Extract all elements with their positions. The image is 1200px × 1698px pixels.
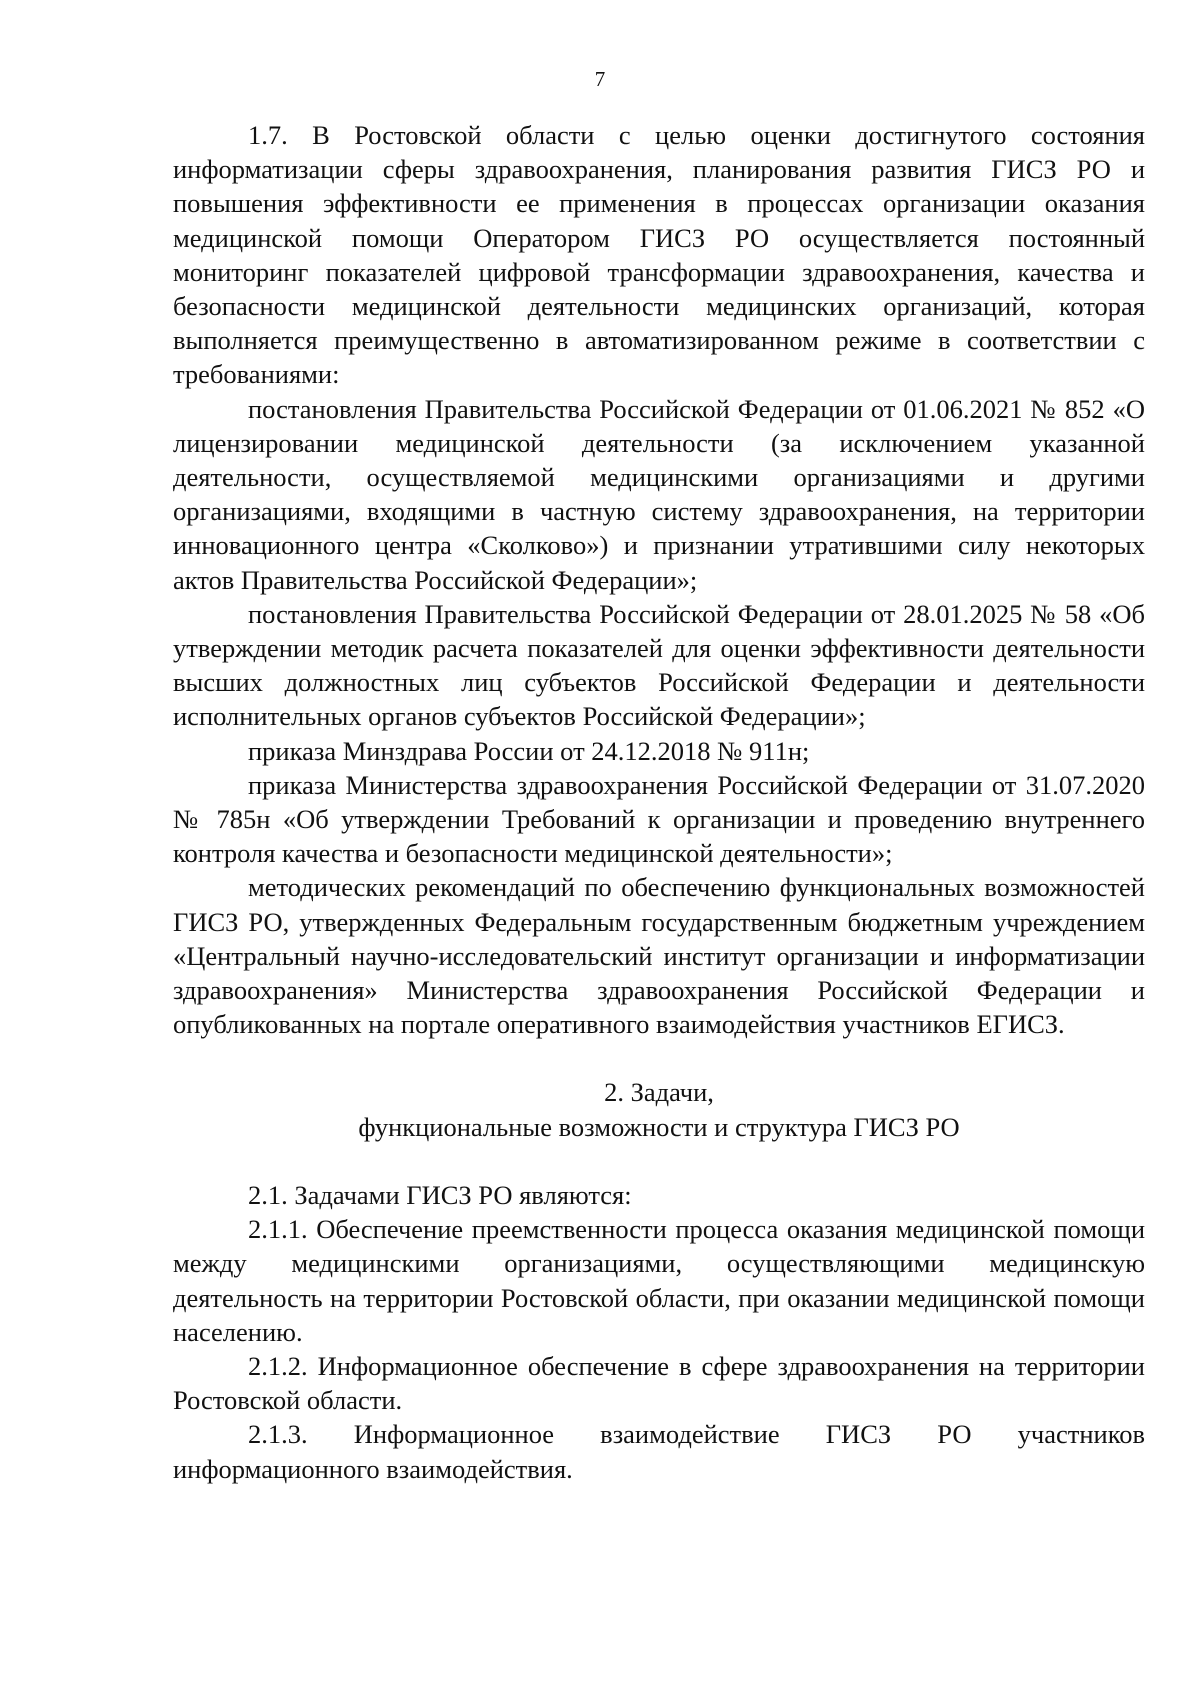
requirement-item: постановления Правительства Российской Федерации от 28.01.2025 № 58 «Об утверждении методик расчета показателей для оценки эффективности деятельности высших должностных лиц субъектов Российской Федерации и деятельности исполнительных органов субъектов Российской Федерации»;	[173, 598, 1145, 732]
section-spacer	[173, 1041, 1145, 1075]
task-item: 2.1.3. Информационное взаимодействие ГИСЗ РО участников информационного взаимодействия.	[173, 1419, 1145, 1484]
requirement-item: приказа Министерства здравоохранения Российской Федерации от 31.07.2020 № 785н «Об утверждении Требований к организации и проведению внутреннего контроля качества и безопасности медицинской деятельности»;	[173, 769, 1145, 869]
requirement-item: постановления Правительства Российской Федерации от 01.06.2021 № 852 «О лицензировании медицинской деятельности (за исключением указанной деятельности, осуществляемой медицинскими организациями и другими организациями, входящими в частную систему здравоохранения, на территории инновационного центра «Сколково») и признании утратившими силу некоторых актов Правительства Российской Федерации»;	[173, 393, 1145, 595]
paragraph-2-1-intro: 2.1. Задачами ГИСЗ РО являются:	[248, 1179, 632, 1210]
section-2-heading-title: функциональные возможности и структура ГИСЗ РО	[358, 1111, 960, 1142]
paragraph-1-7-intro: 1.7. В Ростовской области с целью оценки достигнутого состояния информатизации сферы здравоохранения, планирования развития ГИСЗ РО и повышения эффективности ее применения в процессах организации оказания медицинской помощи Оператором ГИСЗ РО осуществляется постоянный мониторинг показателей цифровой трансформации здравоохранения, качества и безопасности медицинской деятельности медицинских организаций, которая выполняется преимущественно в автоматизированном режиме в соответствии с требованиями:	[173, 120, 1145, 390]
section-spacer	[173, 1144, 1145, 1178]
section-2-heading-number: 2. Задачи,	[604, 1077, 714, 1108]
document-body	[173, 118, 1145, 1486]
requirement-item: приказа Минздрава России от 24.12.2018 № 911н;	[248, 735, 810, 766]
requirement-item: методических рекомендаций по обеспечению функциональных возможностей ГИСЗ РО, утвержденных Федеральным государственным бюджетным учреждением «Центральный научно-исследовательский институт организации и информатизации здравоохранения» Министерства здравоохранения Российской Федерации и опубликованных на портале оперативного взаимодействия участников ЕГИСЗ.	[173, 872, 1145, 1040]
page-number: 7	[594, 67, 606, 91]
section-2-heading	[173, 1075, 1145, 1143]
task-item: 2.1.1. Обеспечение преемственности процесса оказания медицинской помощи между медицинскими организациями, осуществляющими медицинскую деятельность на территории Ростовской области, при оказании медицинской помощи населению.	[173, 1214, 1145, 1347]
task-item: 2.1.2. Информационное обеспечение в сфере здравоохранения на территории Ростовской области.	[173, 1350, 1145, 1416]
